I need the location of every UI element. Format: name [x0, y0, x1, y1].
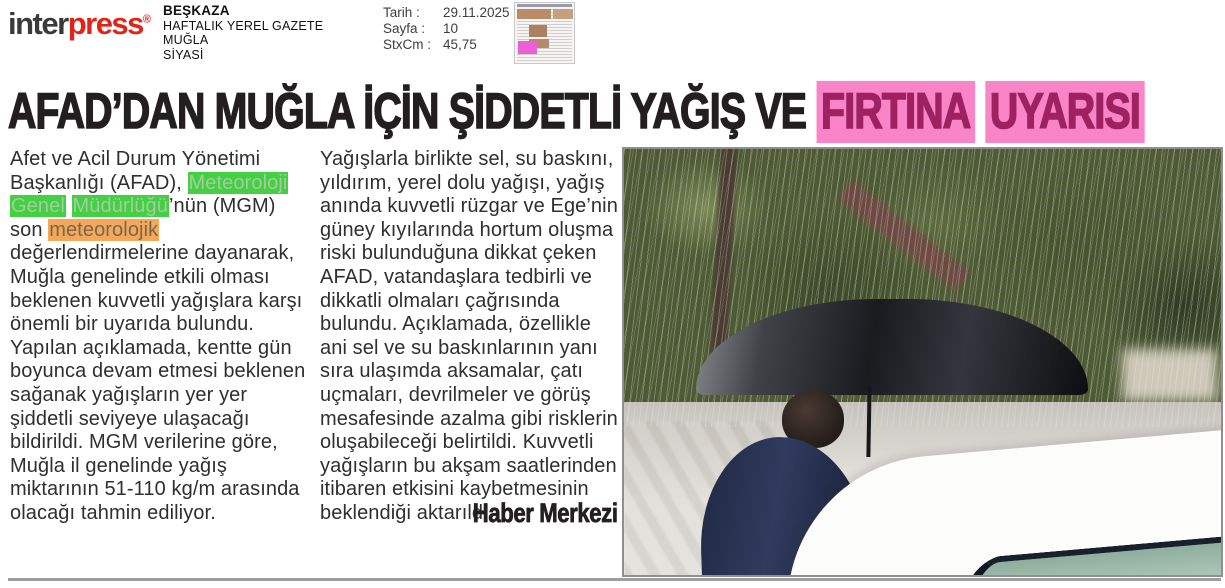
header-bar — [0, 0, 1225, 84]
meta-value-page: 10 — [443, 21, 459, 36]
logo-text-inter: inter — [8, 6, 68, 41]
headline-keyword-uyarisi: UYARISI — [985, 81, 1145, 143]
publication-type: HAFTALIK YEREL GAZETE — [163, 18, 324, 33]
headline-plain-text: AFAD’DAN MUĞLA İÇİN ŞİDDETLİ YAĞIŞ VE — [8, 83, 817, 139]
clip-metadata — [383, 5, 510, 53]
highlighted-keyword-green: Genel — [11, 195, 65, 218]
body-text-segment: Yağışlarla birlikte sel, su baskını, yıldırım, yerel dolu yağışı, yağış anında kuvvetli rüzgar ve Ege’nin güney kıyılarında hortum oluşma riski bulunduğuna dikkat çeken AFAD, vatandaşlara tedbirli ve dikkatli olmaları çağrısında bulundu. Açıklamada, özellikle ani sel ve su baskınlarının yanı sıra ulaşımda aksamalar, çatı uçmaları, devrilmeler ve görüş mesafesinde azalma gibi risklerin oluşabileceği belirtildi. Kuvvetli yağışların bu akşam saatlerinden itibaren etkisini kaybetmesinin beklendiği aktarıldı. — [320, 148, 618, 524]
publication-category: SİYASİ — [163, 47, 204, 62]
body-text-segment: ’nün (MGM) son — [10, 195, 276, 241]
bottom-divider-rule — [8, 578, 1221, 581]
article-column-2-text — [320, 148, 618, 528]
meta-value-date: 29.11.2025 — [443, 5, 510, 20]
meta-label-stxcm: StxCm : — [383, 37, 432, 52]
body-text-segment: değerlendirmelerine dayanarak, Muğla genelinde etkili olması beklenen kuvvetli yağışlara karşı önemli bir uyarıda bulundu. — [10, 242, 303, 336]
publication-name: BEŞKAZA — [163, 3, 230, 18]
newspaper-page-thumbnail-icon[interactable] — [514, 2, 575, 64]
photo-car-window — [946, 534, 1223, 577]
headline-word-gap — [975, 83, 985, 139]
article-photo — [622, 147, 1223, 577]
thumbnail-photo-block — [553, 9, 573, 19]
meta-value-stxcm: 45,75 — [443, 37, 477, 52]
highlighted-keyword-orange: meteorolojik — [49, 218, 159, 241]
body-text-segment — [66, 195, 72, 217]
meta-row-stxcm — [383, 37, 510, 53]
article-column-1 — [10, 148, 306, 526]
meta-label-page: Sayfa : — [383, 21, 426, 36]
logo-text-press: press — [67, 6, 143, 41]
body-text-segment: Afet ve Acil Durum Yönetimi Başkanlığı (AFAD), — [10, 148, 261, 194]
thumbnail-photo-block — [529, 25, 547, 37]
registered-mark-icon: ® — [142, 13, 152, 26]
headline-row — [8, 84, 1220, 140]
interpress-logo — [8, 8, 151, 39]
thumbnail-masthead — [517, 4, 572, 7]
body-text-segment: Yapılan açıklamada, kentte gün boyunca devam etmesi beklenen sağanak yağışların yer yer şiddetli seviyeye ulaşacağı bildirildi. MGM verilerine göre, Muğla il genelinde yağış miktarının 51-110 kg/m arasında olacağı tahmin ediliyor. — [10, 336, 306, 524]
publication-city: MUĞLA — [163, 33, 209, 47]
publication-info — [163, 4, 323, 62]
thumbnail-highlighted-article-marker — [518, 41, 537, 54]
headline-keyword-firtina: FIRTINA — [816, 81, 975, 143]
meta-label-date: Tarih : — [383, 5, 420, 20]
article-headline — [8, 84, 1221, 138]
highlighted-keyword-green: Müdürlüğü — [72, 195, 168, 218]
meta-row-date — [383, 5, 510, 21]
thumbnail-photo-block — [517, 9, 551, 19]
article-column-2 — [320, 148, 618, 528]
highlighted-keyword-green: Meteoroloji — [188, 171, 288, 194]
byline: Haber Merkezi — [473, 497, 618, 528]
meta-row-page — [383, 21, 510, 37]
